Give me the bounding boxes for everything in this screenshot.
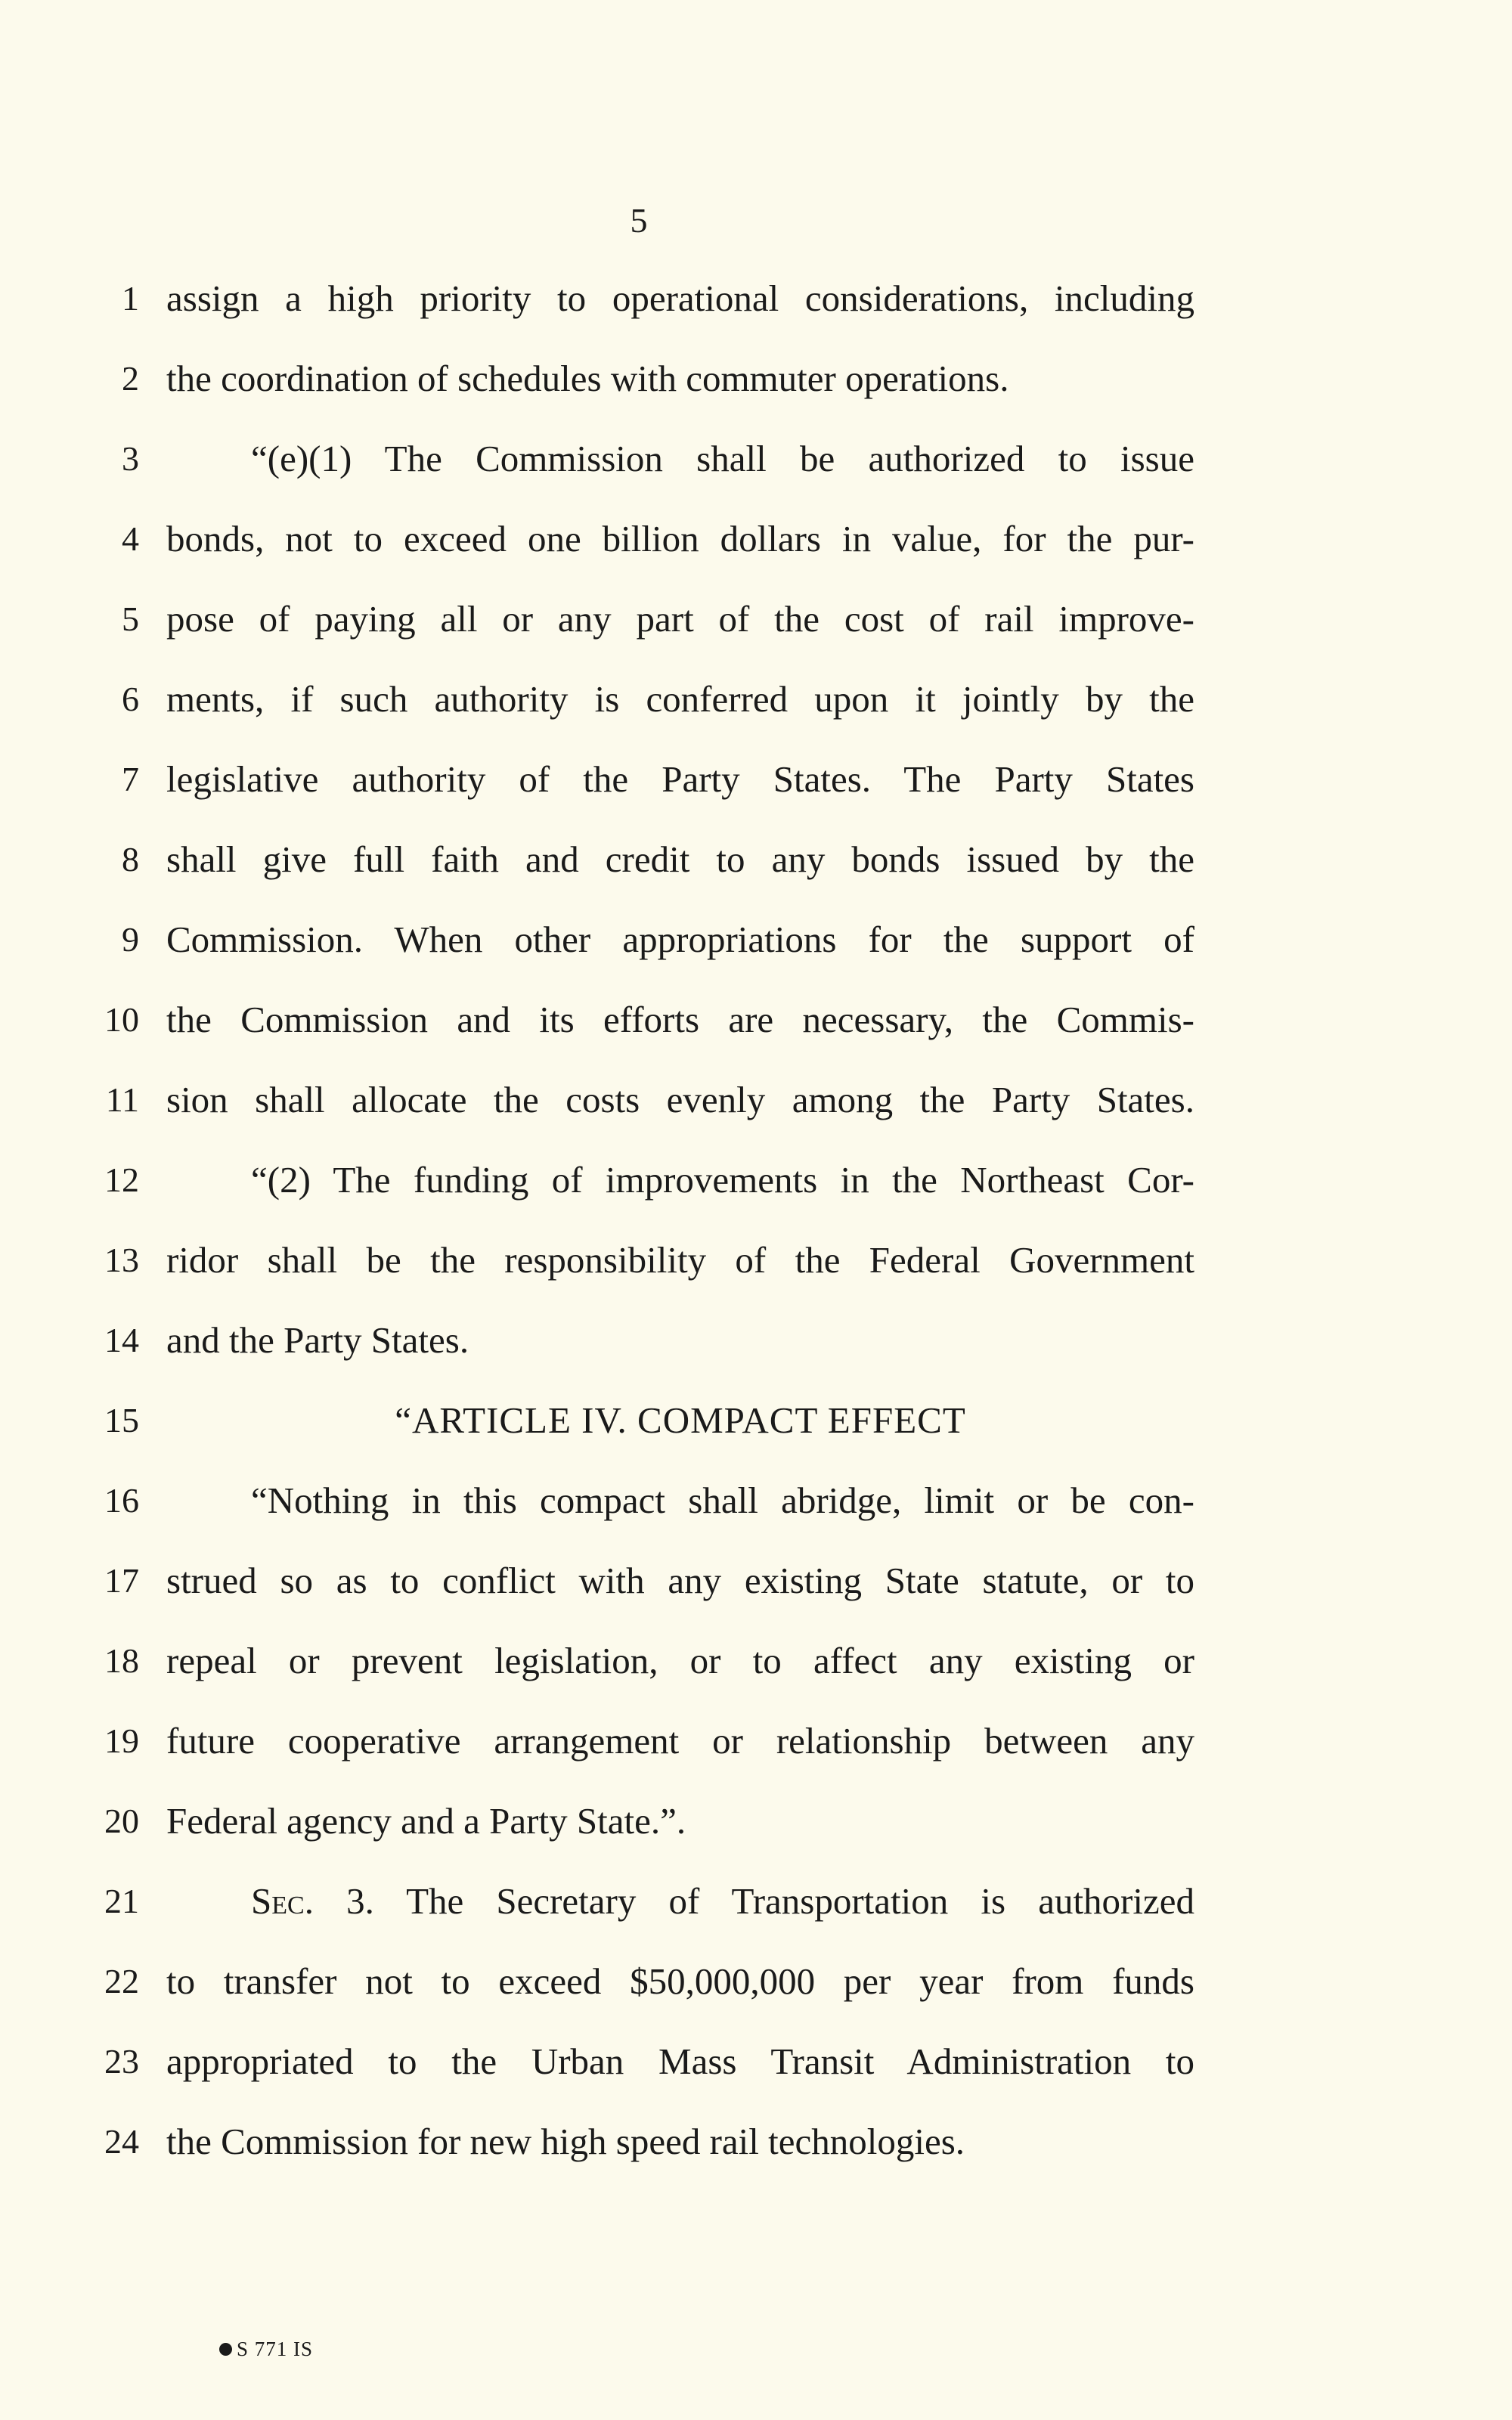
text-line [0, 1154, 1210, 1234]
page-number: 5 [630, 201, 648, 240]
line-number: 23 [104, 2042, 139, 2081]
line-number: 14 [104, 1321, 139, 1359]
line-number: 18 [104, 1641, 139, 1680]
text-line [0, 513, 1210, 593]
line-number: 1 [122, 279, 139, 318]
bullet-icon [219, 2343, 232, 2356]
text-line [0, 993, 1210, 1074]
line-text: sion shall allocate the costs evenly among the Party States. [166, 1079, 1194, 1120]
text-line [0, 913, 1210, 993]
line-text: assign a high priority to operational considerations, including [166, 277, 1194, 319]
text-line [0, 833, 1210, 913]
line-text: “(2) The funding of improvements in the Northeast Cor- [251, 1159, 1194, 1201]
line-number: 19 [104, 1721, 139, 1760]
line-text: to transfer not to exceed $50,000,000 per year from funds [166, 1960, 1194, 2002]
line-number: 13 [104, 1241, 139, 1279]
line-number: 7 [122, 760, 139, 798]
line-text: bonds, not to exceed one billion dollars in value, for the pur- [166, 518, 1194, 559]
line-number: 11 [105, 1080, 139, 1119]
text-line [0, 1795, 1210, 1875]
line-text: future cooperative arrangement or relationship between any [166, 1720, 1194, 1762]
text-line [0, 1715, 1210, 1795]
text-line [0, 1074, 1210, 1154]
bill-text-body [0, 272, 1512, 2177]
line-number: 21 [104, 1882, 139, 1920]
line-text: Federal agency and a Party State.”. [166, 1800, 686, 1842]
text-line [0, 673, 1210, 753]
line-number: 6 [122, 680, 139, 718]
section-text: The Secretary of Transportation is authorized [406, 1880, 1194, 1922]
text-line [0, 1394, 1210, 1474]
line-number: 20 [104, 1802, 139, 1840]
article-heading: “ARTICLE IV. COMPACT EFFECT [395, 1399, 966, 1441]
line-text [251, 1875, 1194, 1928]
text-line [0, 1314, 1210, 1394]
text-line [0, 272, 1210, 352]
text-line [0, 1554, 1210, 1635]
line-text: ments, if such authority is conferred upon it jointly by the [166, 678, 1194, 720]
line-text: legislative authority of the Party States. The Party States [166, 758, 1194, 800]
section-label: Sec. 3. [251, 1880, 374, 1922]
bill-footer [219, 2338, 313, 2361]
text-line [0, 753, 1210, 833]
line-number: 17 [104, 1561, 139, 1600]
line-text: Commission. When other appropriations for the support of [166, 919, 1194, 960]
text-line [0, 432, 1210, 513]
line-number: 2 [122, 359, 139, 398]
line-number: 4 [122, 519, 139, 558]
text-line [0, 1955, 1210, 2035]
line-text: and the Party States. [166, 1319, 469, 1361]
text-line [0, 2115, 1210, 2195]
text-line [0, 593, 1210, 673]
text-line [0, 2035, 1210, 2115]
line-number: 24 [104, 2122, 139, 2161]
line-text: pose of paying all or any part of the cost of rail improve- [166, 598, 1194, 640]
text-line [0, 352, 1210, 432]
line-text: repeal or prevent legislation, or to affect any existing or [166, 1640, 1194, 1681]
line-text: the coordination of schedules with commuter operations. [166, 358, 1009, 399]
line-number: 9 [122, 920, 139, 959]
text-line [0, 1875, 1210, 1955]
line-text: “(e)(1) The Commission shall be authorized to issue [251, 438, 1194, 479]
line-text: shall give full faith and credit to any bonds issued by the [166, 838, 1194, 880]
line-number: 15 [104, 1401, 139, 1439]
line-number: 12 [104, 1160, 139, 1199]
line-number: 22 [104, 1962, 139, 2000]
line-number: 5 [122, 600, 139, 638]
line-text: strued so as to conflict with any existing State statute, or to [166, 1560, 1194, 1601]
line-text: the Commission and its efforts are necessary, the Commis- [166, 999, 1194, 1040]
line-text: appropriated to the Urban Mass Transit Administration to [166, 2040, 1194, 2082]
line-number: 16 [104, 1481, 139, 1520]
line-text: the Commission for new high speed rail technologies. [166, 2121, 965, 2162]
line-number: 8 [122, 840, 139, 878]
bill-id: S 771 IS [237, 2338, 314, 2360]
text-line [0, 1234, 1210, 1314]
line-text: “Nothing in this compact shall abridge, limit or be con- [251, 1480, 1194, 1521]
text-line [0, 1474, 1210, 1554]
line-text: ridor shall be the responsibility of the Federal Government [166, 1239, 1194, 1281]
text-line [0, 1635, 1210, 1715]
line-number: 3 [122, 439, 139, 478]
line-number: 10 [104, 1000, 139, 1039]
